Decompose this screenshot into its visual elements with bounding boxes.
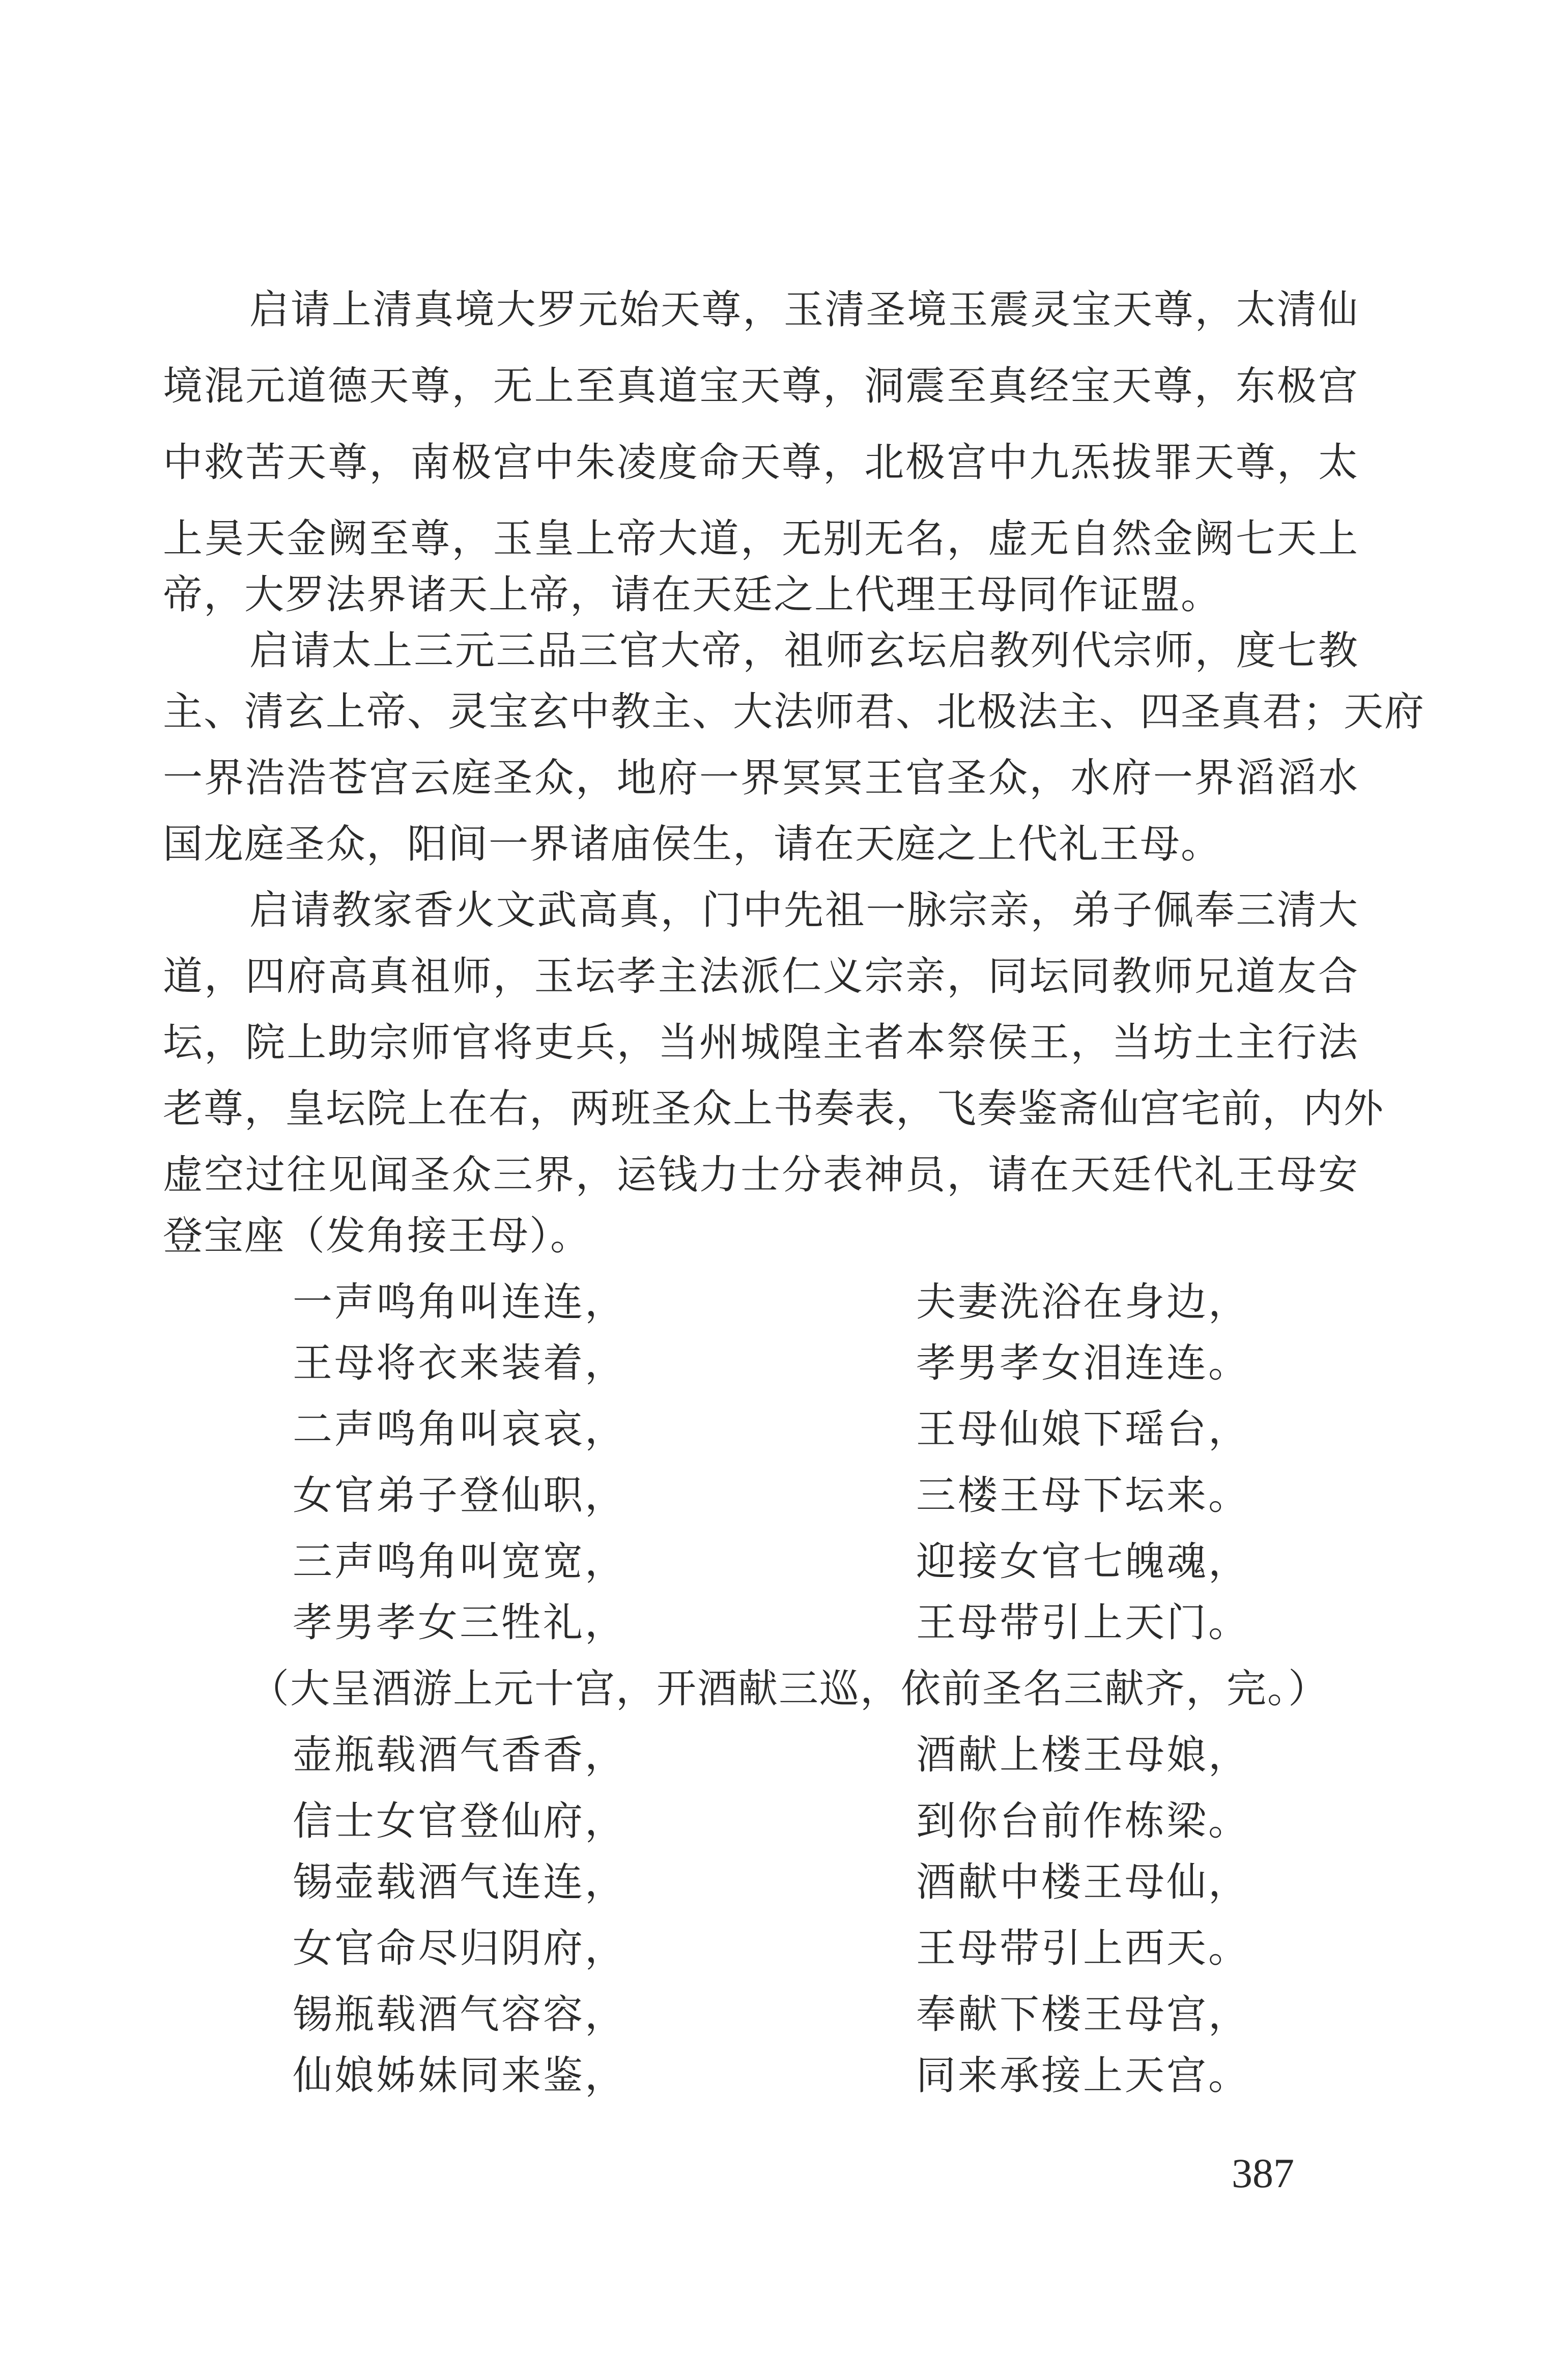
paragraph-2-line-4: 国龙庭圣众，阳间一界诸庙侯生，请在天庭之上代礼王母。 [163,821,1222,867]
verse-a-4-right: 三楼王母下坛来。 [916,1473,1250,1518]
verse-b-6-right: 同来承接上天宫。 [916,2053,1250,2099]
paragraph-1-line-2: 境混元道德天尊，无上至真道宝天尊，洞震至真经宝天尊，东极宫 [163,363,1359,409]
verse-b-5-left: 锡瓶载酒气容容， [293,1992,627,2038]
verse-a-1-left: 一声鸣角叫连连， [293,1279,627,1325]
paragraph-1-line-4: 上昊天金阙至尊，玉皇上帝大道，无别无名，虚无自然金阙七天上 [163,516,1359,562]
verse-a-6-left: 孝男孝女三牲礼， [293,1600,627,1646]
paragraph-2-line-1: 启请太上三元三品三官大帝，祖师玄坛启教列代宗师，度七教 [249,628,1359,674]
page-number: 387 [1232,2150,1294,2196]
verse-a-4-left: 女官弟子登仙职， [293,1473,627,1518]
paragraph-3-line-3: 坛，院上助宗师官将吏兵，当州城隍主者本祭侯王，当坊土主行法 [163,1020,1359,1066]
verse-b-2-left: 信士女官登仙府， [293,1798,627,1844]
verse-b-2-right: 到你台前作栋梁。 [916,1798,1250,1844]
paragraph-3-line-1: 启请教家香火文武高真，门中先祖一脉宗亲，弟子佩奉三清大 [249,887,1359,933]
paragraph-2-line-3: 一界浩浩苍宫云庭圣众，地府一界冥冥王官圣众，水府一界滔滔水 [163,755,1359,801]
verse-b-1-right: 酒献上楼王母娘， [916,1732,1250,1778]
paragraph-3-line-6: 登宝座（发角接王母）。 [163,1213,591,1259]
verse-a-5-left: 三声鸣角叫宽宽， [293,1539,627,1585]
paragraph-3-line-2: 道，四府高真祖师，玉坛孝主法派仁义宗亲，同坛同教师兄道友合 [163,954,1359,999]
verse-a-3-right: 王母仙娘下瑶台， [916,1407,1250,1452]
verse-b-3-left: 锡壶载酒气连连， [293,1859,627,1905]
verse-b-1-left: 壶瓶载酒气香香， [293,1732,627,1778]
verse-b-4-left: 女官命尽归阴府， [293,1926,627,1971]
verse-a-2-right: 孝男孝女泪连连。 [916,1340,1250,1386]
verse-b-4-right: 王母带引上西天。 [916,1926,1250,1971]
paragraph-1-line-1: 启请上清真境大罗元始天尊，玉清圣境玉震灵宝天尊，太清仙 [249,287,1359,333]
verse-b-5-right: 奉献下楼王母宫， [916,1992,1250,2038]
verse-a-2-left: 王母将衣来装着， [293,1340,627,1386]
verse-a-3-left: 二声鸣角叫哀哀， [293,1407,627,1452]
verse-a-1-right: 夫妻洗浴在身边， [916,1279,1250,1325]
paragraph-1-line-3: 中救苦天尊，南极宫中朱凌度命天尊，北极宫中九炁拔罪天尊，太 [163,440,1359,485]
paragraph-3-line-5: 虚空过往见闻圣众三界，运钱力士分表神员，请在天廷代礼王母安 [163,1152,1359,1198]
paragraph-1-line-5: 帝，大罗法界诸天上帝，请在天廷之上代理王母同作证盟。 [163,572,1222,618]
verse-a-6-right: 王母带引上天门。 [916,1600,1250,1646]
verse-b-3-right: 酒献中楼王母仙， [916,1859,1250,1905]
paragraph-3-line-4: 老尊，皇坛院上在右，两班圣众上书奏表，飞奏鉴斋仙宫宅前，内外 [163,1086,1385,1132]
paragraph-2-line-2: 主、清玄上帝、灵宝玄中教主、大法师君、北极法主、四圣真君；天府 [163,689,1426,735]
verse-b-6-left: 仙娘姊妹同来鉴， [293,2053,627,2099]
ritual-instruction: （大呈酒游上元十宫，开酒献三巡，依前圣名三献齐，完。） [249,1666,1329,1712]
verse-a-5-right: 迎接女官七魄魂， [916,1539,1250,1585]
